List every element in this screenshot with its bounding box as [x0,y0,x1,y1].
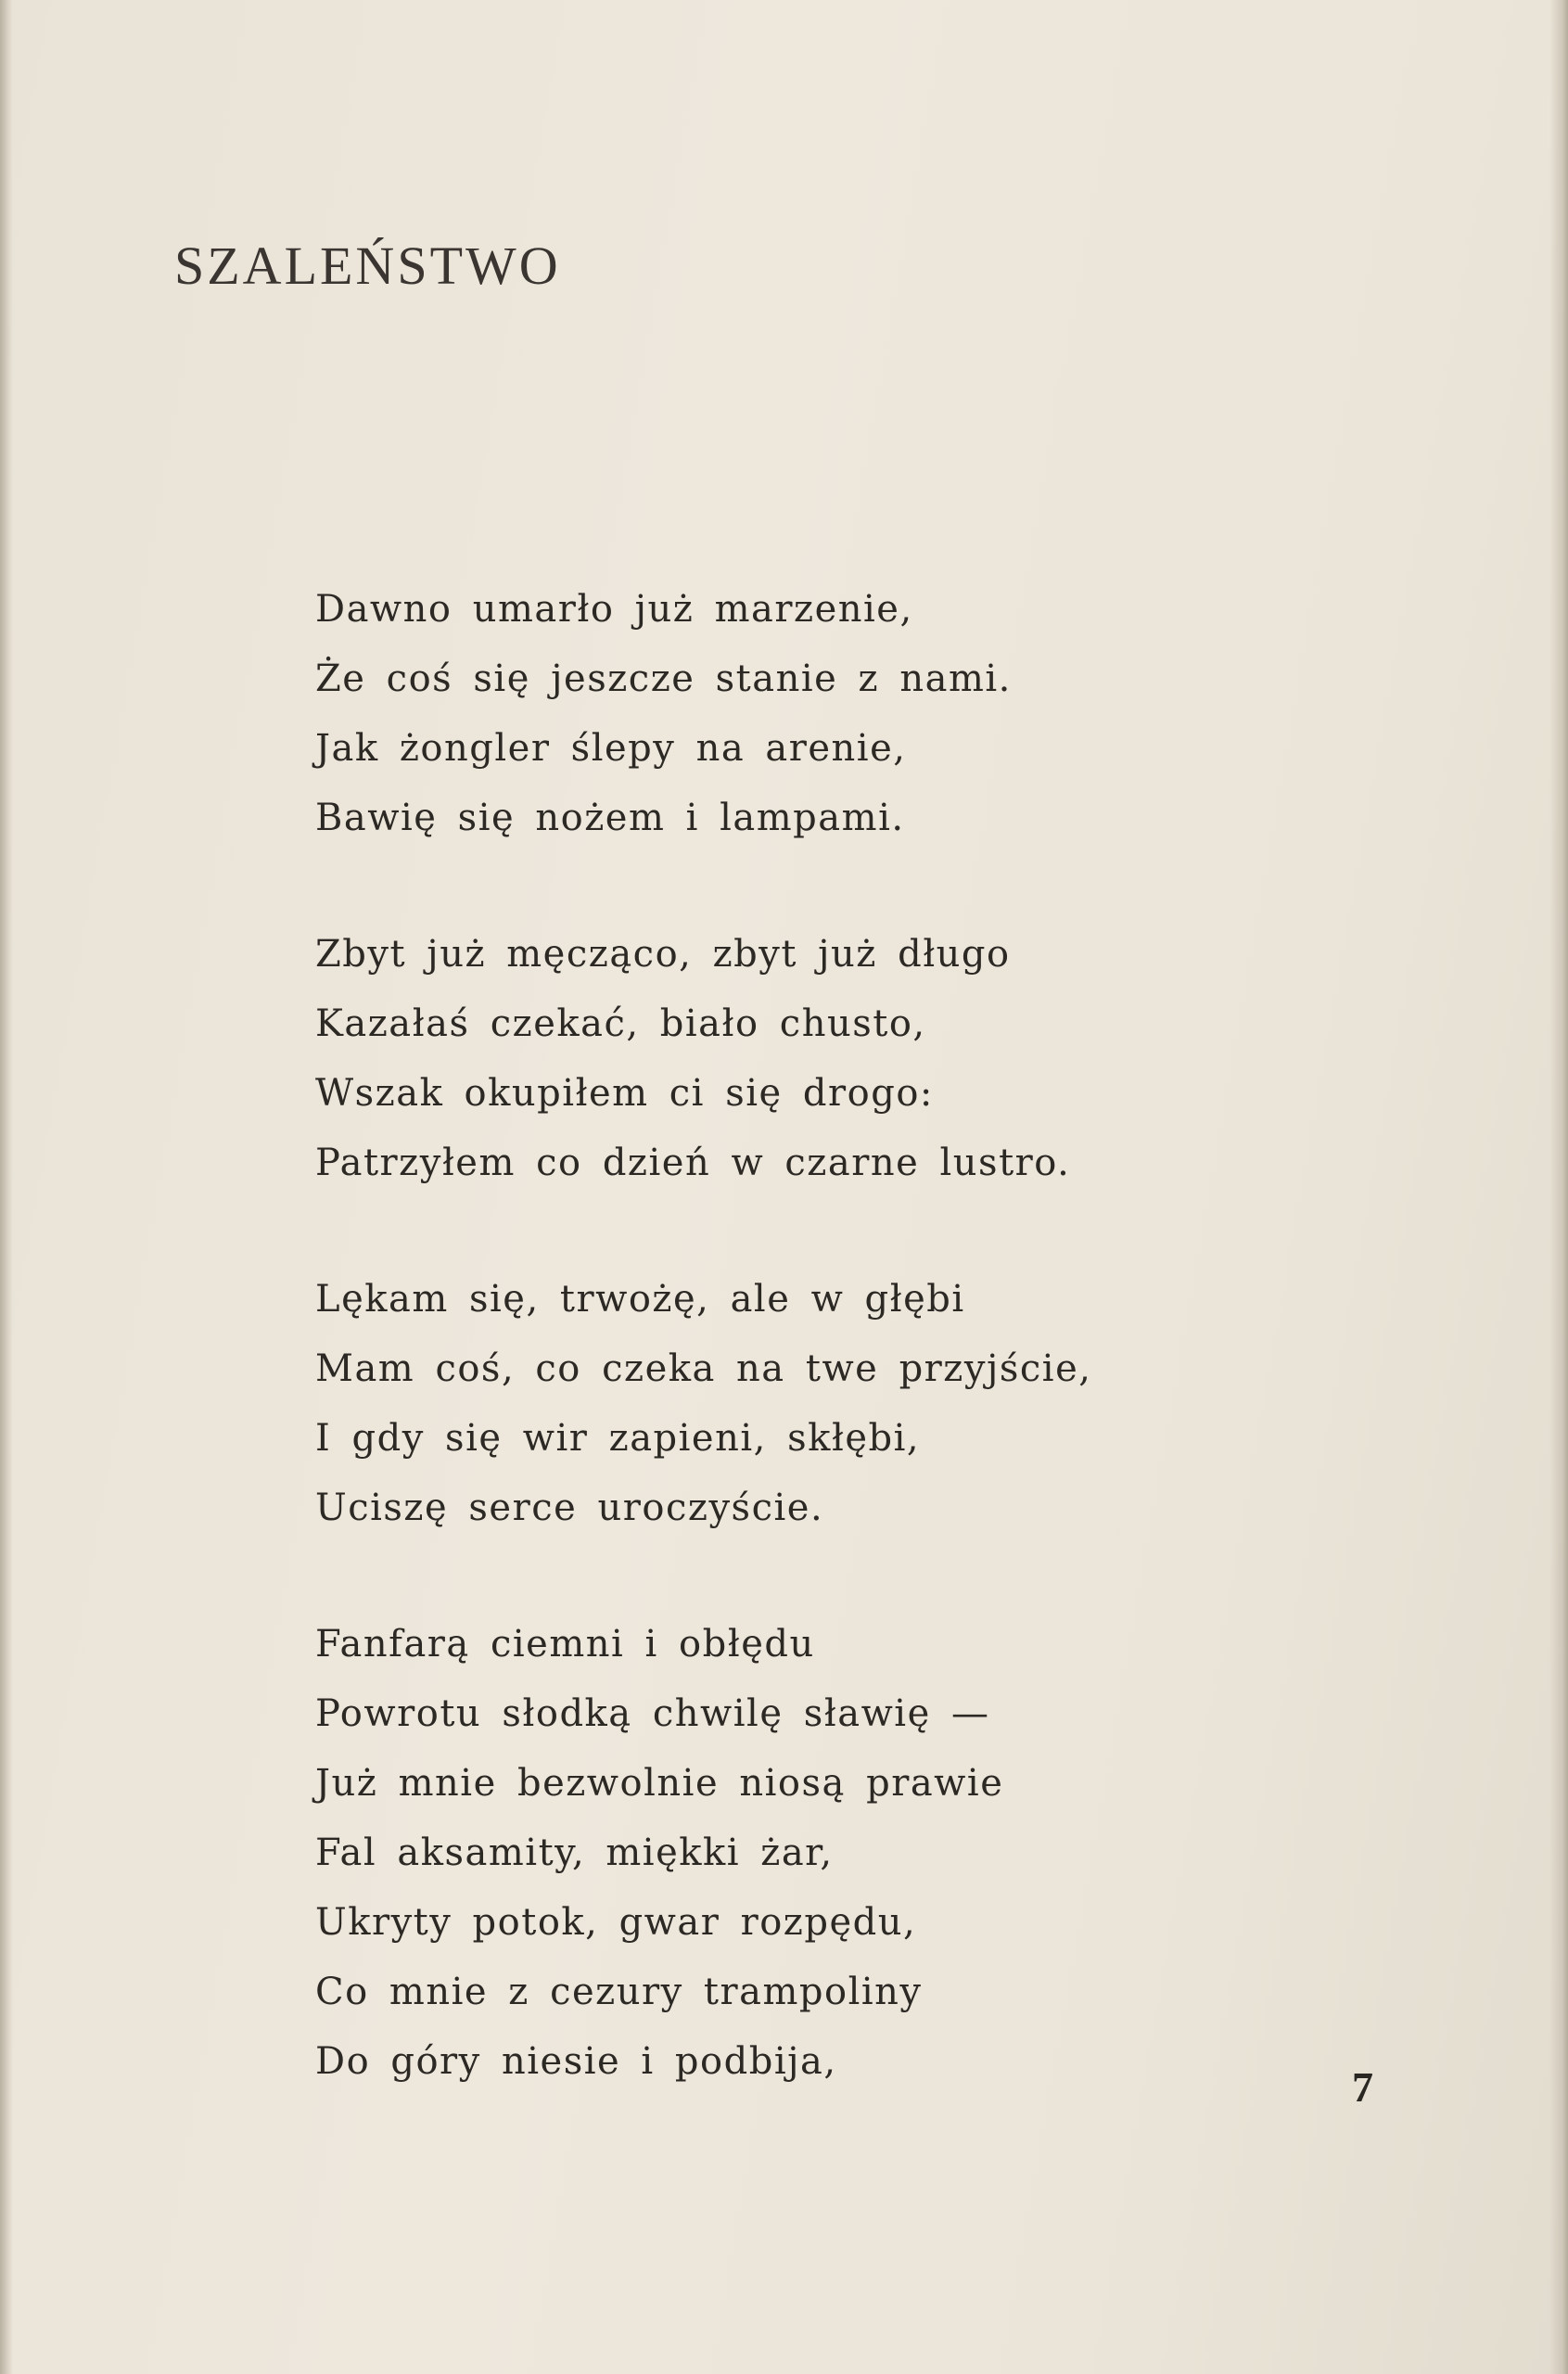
page-gutter-shadow [0,0,13,2374]
poem-line: I gdy się wir zapieni, skłębi, [315,1417,921,1460]
poem-line: Fal aksamity, miękki żar, [315,1832,834,1874]
poem-line: Do góry niesie i podbija, [315,2040,837,2083]
poem-line: Uciszę serce uroczyście. [315,1487,824,1529]
poem-body [315,575,1091,2097]
poem-line: Fanfarą ciemni i obłędu [315,1623,815,1666]
poem-title: SZALEŃSTWO [174,236,561,296]
stanza-4 [315,1610,1091,2097]
stanza-gap [315,853,1091,920]
poem-line: Ukryty potok, gwar rozpędu, [315,1901,917,1944]
stanza-2 [315,920,1091,1198]
poem-line: Bawię się nożem i lampami. [315,797,905,839]
poem-line: Kazałaś czekać, biało chusto, [315,1002,926,1045]
poem-line: Patrzyłem co dzień w czarne lustro. [315,1142,1071,1184]
poem-line: Jak żongler ślepy na arenie, [315,727,907,770]
poem-line: Co mnie z cezury trampoliny [315,1971,923,2013]
poem-line: Że coś się jeszcze stanie z nami. [315,657,1012,700]
poem-line: Już mnie bezwolnie niosą prawie [315,1762,1004,1805]
poem-line: Mam coś, co czeka na twe przyjście, [315,1347,1092,1390]
poem-line: Zbyt już męcząco, zbyt już długo [315,933,1011,976]
poem-line: Lękam się, trwożę, ale w głębi [315,1278,965,1321]
stanza-gap [315,1543,1091,1610]
poem-line: Wszak okupiłem ci się drogo: [315,1072,934,1115]
page-edge-shadow [1549,0,1568,2374]
poem-line: Dawno umarło już marzenie, [315,588,913,631]
page-number: 7 [1352,2063,1373,2111]
stanza-3 [315,1265,1091,1543]
poem-line: Powrotu słodką chwilę sławię — [315,1692,990,1735]
stanza-gap [315,1198,1091,1265]
stanza-1 [315,575,1091,853]
